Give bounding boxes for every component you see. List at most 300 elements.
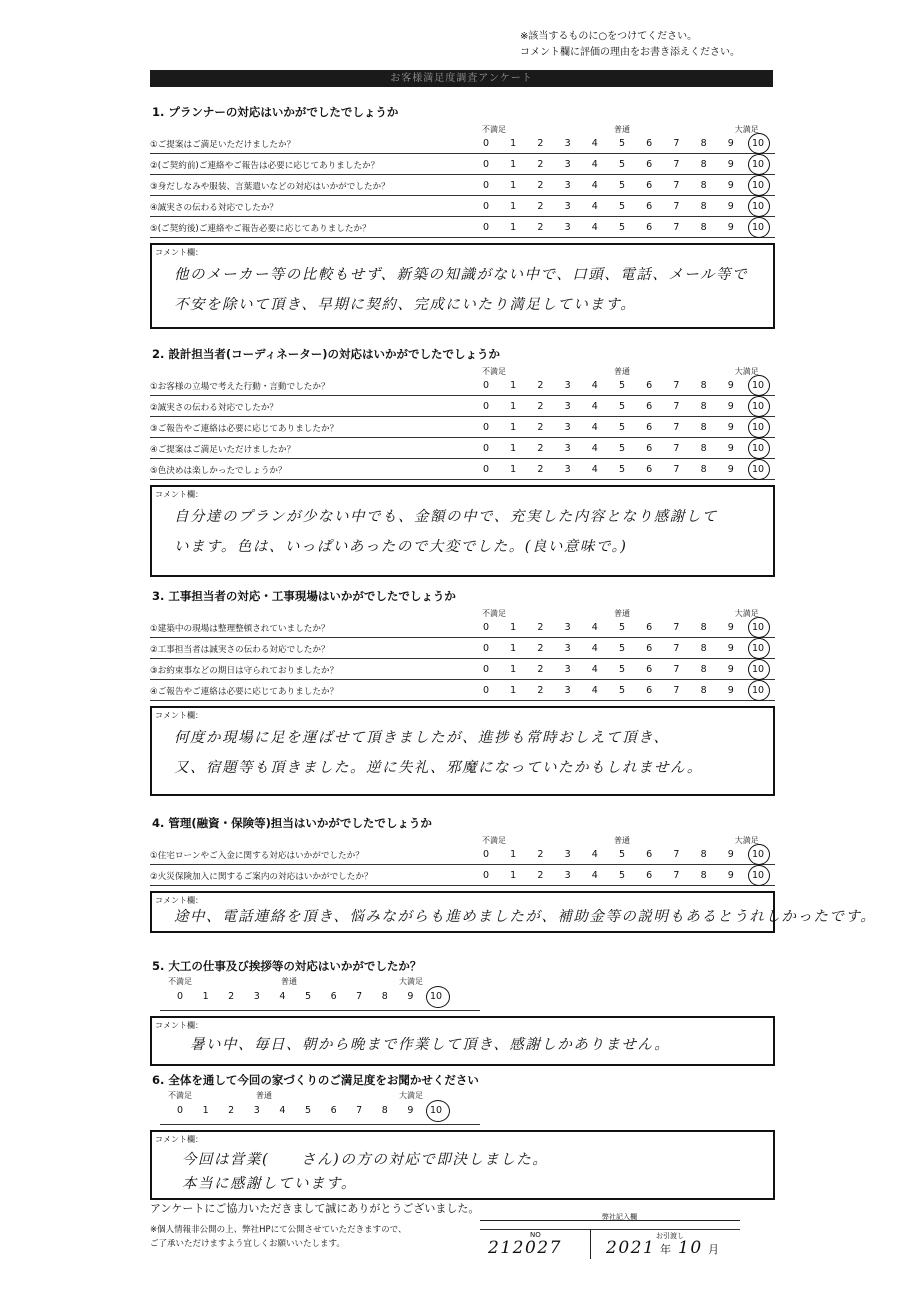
- rating-option-5[interactable]: 5: [618, 685, 626, 696]
- rating-option-8[interactable]: 8: [700, 622, 707, 633]
- rating-option-6[interactable]: 6: [646, 380, 653, 391]
- year-value: 2021: [606, 1238, 656, 1258]
- rating-option-6[interactable]: 6: [646, 685, 653, 696]
- selected-rating-circle: [748, 844, 770, 865]
- section-4-comment-line-1: 途中、電話連絡を頂き、悩みながらも進めましたが、補助金等の説明もあるとうれしかったです。: [174, 909, 877, 925]
- rating-option-5[interactable]: 5: [618, 443, 626, 454]
- rating-option-2[interactable]: 2: [537, 643, 544, 654]
- rating-option-3[interactable]: 3: [253, 1105, 260, 1116]
- rating-option-7[interactable]: 7: [673, 159, 680, 170]
- rating-option-2[interactable]: 2: [537, 401, 544, 412]
- rating-option-2[interactable]: 2: [537, 664, 544, 675]
- rating-option-6[interactable]: 6: [646, 401, 653, 412]
- rating-option-3[interactable]: 3: [564, 380, 571, 391]
- rating-option-9[interactable]: 9: [727, 222, 734, 233]
- rating-option-10[interactable]: 10: [751, 401, 765, 412]
- section-4-comment-box[interactable]: [150, 891, 877, 933]
- question-text: ②誠実さの伝わる対応でしたか？: [150, 403, 279, 413]
- scale-low: 不満足: [482, 125, 506, 134]
- rating-option-9[interactable]: 9: [727, 464, 734, 475]
- rating-option-9[interactable]: 9: [727, 870, 734, 881]
- comment-label: コメント欄：: [155, 1135, 203, 1144]
- rating-option-4[interactable]: 4: [591, 643, 598, 654]
- rating-option-1[interactable]: 1: [510, 849, 517, 860]
- rating-option-9[interactable]: 9: [727, 201, 734, 212]
- question-row: [150, 155, 775, 175]
- section-6-scale: [150, 1102, 480, 1122]
- rating-option-3[interactable]: 3: [564, 685, 571, 696]
- selected-rating-circle: [426, 986, 450, 1008]
- question-row: [150, 618, 775, 638]
- rating-option-1[interactable]: 1: [510, 401, 517, 412]
- rating-option-6[interactable]: 6: [646, 422, 653, 433]
- comment-label: コメント欄：: [155, 490, 203, 499]
- comment-label: コメント欄：: [155, 248, 203, 257]
- rating-option-5[interactable]: 5: [304, 1105, 312, 1116]
- rating-option-9[interactable]: 9: [727, 159, 734, 170]
- rating-option-0[interactable]: 0: [482, 664, 490, 675]
- rating-option-7[interactable]: 7: [673, 622, 680, 633]
- rating-option-2[interactable]: 2: [537, 870, 544, 881]
- rating-option-10[interactable]: 10: [751, 849, 765, 860]
- rating-option-3[interactable]: 3: [564, 664, 571, 675]
- rating-option-9[interactable]: 9: [727, 422, 734, 433]
- rating-option-10[interactable]: 10: [751, 138, 765, 149]
- rating-option-10[interactable]: 10: [751, 443, 765, 454]
- office-use-box: [480, 1213, 740, 1259]
- comment-label: コメント欄：: [155, 896, 203, 905]
- rating-option-2[interactable]: 2: [228, 1105, 235, 1116]
- rating-option-10[interactable]: 10: [429, 1105, 443, 1116]
- scale-mid: 普通: [281, 977, 297, 986]
- rating-option-8[interactable]: 8: [700, 159, 707, 170]
- form-title: お客様満足度調査アンケート: [150, 70, 773, 87]
- section-3-comment-line-2: 又、宿題等も頂きました。逆に失礼、邪魔になっていたかもしれません。: [174, 760, 703, 776]
- privacy-note-1: ※個人情報非公開の上、弊社HPにて公開させていただきますので、: [150, 1225, 407, 1235]
- rating-option-8[interactable]: 8: [700, 401, 707, 412]
- rating-option-9[interactable]: 9: [407, 991, 414, 1002]
- rating-option-5[interactable]: 5: [618, 643, 626, 654]
- privacy-note-2: ご了承いただけますよう宜しくお願いいたします。: [150, 1239, 345, 1249]
- rating-option-8[interactable]: 8: [381, 1105, 388, 1116]
- rating-option-3[interactable]: 3: [564, 870, 571, 881]
- rating-option-5[interactable]: 5: [618, 849, 626, 860]
- rating-option-2[interactable]: 2: [537, 138, 544, 149]
- section-3-comment-line-1: 何度か現場に足を運ばせて頂きましたが、進捗も常時おしえて頂き、: [174, 730, 670, 746]
- section-6-comment-line-1: 今回は営業( さん)の方の対応で即決しました。: [182, 1152, 549, 1168]
- question-row: [150, 460, 775, 480]
- rating-option-5[interactable]: 5: [618, 622, 626, 633]
- rating-option-6[interactable]: 6: [646, 464, 653, 475]
- rating-option-3[interactable]: 3: [564, 622, 571, 633]
- rating-option-7[interactable]: 7: [673, 222, 680, 233]
- rating-option-4[interactable]: 4: [591, 201, 598, 212]
- rating-option-3[interactable]: 3: [564, 180, 571, 191]
- rating-option-2[interactable]: 2: [537, 685, 544, 696]
- rating-option-8[interactable]: 8: [700, 685, 707, 696]
- no-label: NO: [530, 1231, 541, 1239]
- rating-option-8[interactable]: 8: [700, 664, 707, 675]
- rating-option-2[interactable]: 2: [537, 180, 544, 191]
- question-text: ①ご提案はご満足いただけましたか？: [150, 140, 296, 150]
- section-3-comment-box[interactable]: [150, 706, 775, 796]
- rating-option-5[interactable]: 5: [618, 401, 626, 412]
- rating-option-6[interactable]: 6: [646, 622, 653, 633]
- selected-rating-circle: [748, 196, 770, 217]
- rating-option-7[interactable]: 7: [673, 180, 680, 191]
- selected-rating-circle: [748, 375, 770, 396]
- selected-rating-circle: [748, 680, 770, 701]
- scale-low: 不満足: [168, 1091, 192, 1100]
- rating-option-6[interactable]: 6: [646, 180, 653, 191]
- selected-rating-circle: [748, 154, 770, 175]
- question-row: [150, 845, 775, 865]
- rating-option-7[interactable]: 7: [673, 401, 680, 412]
- rating-option-7[interactable]: 7: [673, 380, 680, 391]
- rating-option-8[interactable]: 8: [700, 643, 707, 654]
- divider: [160, 1010, 480, 1011]
- question-text: ②火災保険加入に関するご案内の対応はいかがでしたか？: [150, 872, 373, 882]
- section-1-comment-line-2: 不安を除いて頂き、早期に契約、完成にいたり満足しています。: [174, 297, 637, 313]
- rating-option-4[interactable]: 4: [591, 380, 598, 391]
- rating-option-0[interactable]: 0: [482, 443, 490, 454]
- scale-high: 大満足: [734, 125, 759, 134]
- rating-option-5[interactable]: 5: [618, 159, 626, 170]
- month-value: 10: [678, 1238, 703, 1258]
- rating-option-0[interactable]: 0: [482, 422, 490, 433]
- rating-option-3[interactable]: 3: [564, 643, 571, 654]
- rating-option-5[interactable]: 5: [618, 870, 626, 881]
- section-6-comment-line-2: 本当に感謝しています。: [182, 1176, 357, 1192]
- rating-option-10[interactable]: 10: [751, 222, 765, 233]
- section-5-title: 5. 大工の仕事及び挨拶等の対応はいかがでしたか？: [152, 959, 422, 973]
- question-text: ③身だしなみや服装、言葉遣いなどの対応はいかがでしたか？: [150, 182, 390, 192]
- rating-option-4[interactable]: 4: [591, 180, 598, 191]
- rating-option-9[interactable]: 9: [727, 849, 734, 860]
- rating-option-6[interactable]: 6: [646, 643, 653, 654]
- divider: [590, 1229, 591, 1259]
- rating-option-2[interactable]: 2: [228, 991, 235, 1002]
- scale-low: 不満足: [482, 836, 506, 845]
- question-text: ③ご報告やご連絡は必要に応じてありましたか？: [150, 424, 339, 434]
- question-text: ②工事担当者は誠実さの伝わる対応でしたか？: [150, 645, 330, 655]
- month-unit: 月: [708, 1243, 719, 1256]
- rating-option-0[interactable]: 0: [176, 991, 184, 1002]
- rating-option-7[interactable]: 7: [673, 870, 680, 881]
- rating-option-10[interactable]: 10: [751, 622, 765, 633]
- handover-label: お引渡し: [656, 1232, 684, 1240]
- divider: [480, 1229, 740, 1230]
- rating-option-10[interactable]: 10: [751, 664, 765, 675]
- year-unit: 年: [660, 1243, 671, 1256]
- rating-option-8[interactable]: 8: [700, 443, 707, 454]
- rating-option-3[interactable]: 3: [564, 464, 571, 475]
- section-2-comment-box[interactable]: [150, 485, 775, 577]
- question-text: ①お客様の立場で考えた行動・言動でしたか？: [150, 382, 330, 392]
- rating-option-1[interactable]: 1: [510, 870, 517, 881]
- rating-option-1[interactable]: 1: [510, 180, 517, 191]
- rating-option-5[interactable]: 5: [618, 422, 626, 433]
- rating-option-0[interactable]: 0: [482, 138, 490, 149]
- instruction-circle: ※該当するものに○をつけてください。: [520, 31, 698, 42]
- rating-option-4[interactable]: 4: [591, 401, 598, 412]
- rating-option-3[interactable]: 3: [564, 422, 571, 433]
- rating-option-1[interactable]: 1: [510, 464, 517, 475]
- thanks-text: アンケートにご協力いただきまして誠にありがとうございました。: [150, 1202, 480, 1215]
- rating-option-5[interactable]: 5: [618, 222, 626, 233]
- rating-option-7[interactable]: 7: [673, 138, 680, 149]
- rating-option-3[interactable]: 3: [564, 201, 571, 212]
- rating-option-3[interactable]: 3: [564, 401, 571, 412]
- scale-mid: 普通: [614, 125, 630, 134]
- rating-option-8[interactable]: 8: [700, 422, 707, 433]
- comment-label: コメント欄：: [155, 711, 203, 720]
- section-2-comment-line-2: います。色は、いっぱいあったので大変でした。(良い意味で。): [174, 539, 628, 555]
- rating-option-0[interactable]: 0: [482, 401, 490, 412]
- rating-option-8[interactable]: 8: [700, 870, 707, 881]
- rating-option-7[interactable]: 7: [356, 991, 363, 1002]
- section-6-comment-box[interactable]: [150, 1130, 775, 1200]
- question-row: [150, 134, 775, 154]
- selected-rating-circle: [748, 617, 770, 638]
- rating-option-7[interactable]: 7: [673, 664, 680, 675]
- rating-option-5[interactable]: 5: [618, 180, 626, 191]
- question-text: ②(ご契約前)ご連絡やご報告は必要に応じてありましたか？: [150, 161, 380, 171]
- rating-option-8[interactable]: 8: [700, 222, 707, 233]
- selected-rating-circle: [748, 459, 770, 480]
- rating-option-2[interactable]: 2: [537, 849, 544, 860]
- rating-option-4[interactable]: 4: [591, 422, 598, 433]
- comment-label: コメント欄：: [155, 1021, 203, 1030]
- rating-option-9[interactable]: 9: [727, 643, 734, 654]
- rating-option-1[interactable]: 1: [202, 1105, 209, 1116]
- rating-option-0[interactable]: 0: [176, 1105, 184, 1116]
- rating-option-7[interactable]: 7: [673, 685, 680, 696]
- section-3-title: 3. 工事担当者の対応・工事現場はいかがでしたでしょうか: [152, 589, 456, 603]
- rating-option-5[interactable]: 5: [304, 991, 312, 1002]
- rating-option-5[interactable]: 5: [618, 138, 626, 149]
- rating-option-6[interactable]: 6: [646, 201, 653, 212]
- no-value: 212027: [488, 1238, 562, 1258]
- rating-option-5[interactable]: 5: [618, 464, 626, 475]
- rating-option-7[interactable]: 7: [673, 849, 680, 860]
- rating-option-9[interactable]: 9: [727, 138, 734, 149]
- rating-option-5[interactable]: 5: [618, 664, 626, 675]
- rating-option-4[interactable]: 4: [591, 622, 598, 633]
- question-row: [150, 376, 775, 396]
- rating-option-5[interactable]: 5: [618, 201, 626, 212]
- rating-option-6[interactable]: 6: [646, 849, 653, 860]
- rating-option-4[interactable]: 4: [591, 159, 598, 170]
- selected-rating-circle: [748, 438, 770, 459]
- rating-option-0[interactable]: 0: [482, 870, 490, 881]
- rating-option-10[interactable]: 10: [751, 464, 765, 475]
- rating-option-2[interactable]: 2: [537, 443, 544, 454]
- section-5-comment-box[interactable]: [150, 1016, 775, 1066]
- rating-option-0[interactable]: 0: [482, 201, 490, 212]
- question-row: [150, 197, 775, 217]
- rating-option-6[interactable]: 6: [330, 1105, 337, 1116]
- selected-rating-circle: [748, 175, 770, 196]
- section-4-title: 4. 管理(融資・保険等)担当はいかがでしたでしょうか: [152, 816, 432, 830]
- scale-mid: 普通: [614, 609, 630, 618]
- rating-option-6[interactable]: 6: [646, 138, 653, 149]
- rating-option-1[interactable]: 1: [510, 138, 517, 149]
- rating-option-3[interactable]: 3: [564, 849, 571, 860]
- rating-option-1[interactable]: 1: [510, 159, 517, 170]
- scale-low: 不満足: [482, 609, 506, 618]
- rating-option-1[interactable]: 1: [510, 643, 517, 654]
- question-row: [150, 866, 775, 886]
- question-row: [150, 176, 775, 196]
- rating-option-7[interactable]: 7: [673, 201, 680, 212]
- rating-option-8[interactable]: 8: [700, 138, 707, 149]
- rating-option-10[interactable]: 10: [751, 643, 765, 654]
- rating-option-9[interactable]: 9: [727, 443, 734, 454]
- rating-option-1[interactable]: 1: [510, 380, 517, 391]
- rating-option-1[interactable]: 1: [510, 422, 517, 433]
- rating-option-6[interactable]: 6: [646, 159, 653, 170]
- selected-rating-circle: [748, 217, 770, 238]
- rating-option-9[interactable]: 9: [727, 380, 734, 391]
- rating-option-7[interactable]: 7: [673, 643, 680, 654]
- divider: [160, 1124, 480, 1125]
- rating-option-10[interactable]: 10: [751, 201, 765, 212]
- rating-option-10[interactable]: 10: [751, 380, 765, 391]
- rating-option-3[interactable]: 3: [564, 222, 571, 233]
- rating-option-1[interactable]: 1: [510, 443, 517, 454]
- rating-option-2[interactable]: 2: [537, 422, 544, 433]
- scale-high: 大満足: [734, 836, 759, 845]
- section-1-comment-line-1: 他のメーカー等の比較もせず、新築の知識がない中で、口頭、電話、メール等で: [174, 267, 748, 283]
- rating-option-8[interactable]: 8: [700, 849, 707, 860]
- rating-option-1[interactable]: 1: [202, 991, 209, 1002]
- rating-option-0[interactable]: 0: [482, 380, 490, 391]
- rating-option-1[interactable]: 1: [510, 201, 517, 212]
- scale-mid: 普通: [614, 367, 630, 376]
- section-1-title: 1. プランナーの対応はいかがでしたでしょうか: [152, 105, 399, 119]
- rating-option-10[interactable]: 10: [751, 870, 765, 881]
- question-text: ①住宅ローンやご入金に関する対応はいかがでしたか？: [150, 851, 364, 861]
- question-text: ①建築中の現場は整理整頓されていましたか？: [150, 624, 330, 634]
- rating-option-2[interactable]: 2: [537, 222, 544, 233]
- rating-option-0[interactable]: 0: [482, 222, 490, 233]
- rating-option-3[interactable]: 3: [564, 159, 571, 170]
- section-5-comment-line: 暑い中、毎日、朝から晩まで作業して頂き、感謝しかありません。: [190, 1037, 671, 1053]
- question-row: [150, 439, 775, 459]
- question-text: ④ご提案はご満足いただけましたか？: [150, 445, 296, 455]
- section-1-comment-box[interactable]: [150, 243, 775, 329]
- rating-option-4[interactable]: 4: [591, 870, 598, 881]
- rating-option-4[interactable]: 4: [591, 664, 598, 675]
- rating-option-0[interactable]: 0: [482, 464, 490, 475]
- rating-option-8[interactable]: 8: [700, 180, 707, 191]
- rating-option-8[interactable]: 8: [381, 991, 388, 1002]
- rating-option-9[interactable]: 9: [727, 664, 734, 675]
- rating-option-1[interactable]: 1: [510, 222, 517, 233]
- rating-option-9[interactable]: 9: [407, 1105, 414, 1116]
- rating-option-10[interactable]: 10: [751, 180, 765, 191]
- rating-option-7[interactable]: 7: [356, 1105, 363, 1116]
- rating-option-7[interactable]: 7: [673, 443, 680, 454]
- rating-option-2[interactable]: 2: [537, 159, 544, 170]
- rating-option-9[interactable]: 9: [727, 180, 734, 191]
- rating-option-3[interactable]: 3: [564, 138, 571, 149]
- scale-low: 不満足: [482, 367, 506, 376]
- rating-option-10[interactable]: 10: [751, 422, 765, 433]
- rating-option-2[interactable]: 2: [537, 464, 544, 475]
- rating-option-10[interactable]: 10: [751, 159, 765, 170]
- rating-option-0[interactable]: 0: [482, 180, 490, 191]
- rating-option-0[interactable]: 0: [482, 622, 490, 633]
- rating-option-10[interactable]: 10: [429, 991, 443, 1002]
- question-row: [150, 639, 775, 659]
- rating-option-1[interactable]: 1: [510, 622, 517, 633]
- rating-option-4[interactable]: 4: [591, 138, 598, 149]
- rating-option-4[interactable]: 4: [591, 443, 598, 454]
- rating-option-6[interactable]: 6: [330, 991, 337, 1002]
- question-text: ⑤(ご契約後)ご連絡やご報告必要に応じてありましたか？: [150, 224, 371, 234]
- question-row: [150, 218, 775, 238]
- rating-option-0[interactable]: 0: [482, 849, 490, 860]
- rating-option-6[interactable]: 6: [646, 664, 653, 675]
- instruction-comment: コメント欄に評価の理由をお書き添えください。: [520, 47, 740, 58]
- rating-option-4[interactable]: 4: [591, 222, 598, 233]
- rating-option-7[interactable]: 7: [673, 464, 680, 475]
- selected-rating-circle: [426, 1100, 450, 1122]
- rating-option-0[interactable]: 0: [482, 159, 490, 170]
- scale-low: 不満足: [168, 977, 192, 986]
- selected-rating-circle: [748, 865, 770, 886]
- rating-option-4[interactable]: 4: [279, 991, 286, 1002]
- rating-option-2[interactable]: 2: [537, 622, 544, 633]
- rating-option-2[interactable]: 2: [537, 201, 544, 212]
- rating-option-6[interactable]: 6: [646, 443, 653, 454]
- rating-option-8[interactable]: 8: [700, 464, 707, 475]
- rating-option-8[interactable]: 8: [700, 380, 707, 391]
- rating-option-5[interactable]: 5: [618, 380, 626, 391]
- selected-rating-circle: [748, 133, 770, 154]
- rating-option-8[interactable]: 8: [700, 201, 707, 212]
- section-2-title: 2. 設計担当者(コーディネーター)の対応はいかがでしたでしょうか: [152, 347, 500, 361]
- rating-option-10[interactable]: 10: [751, 685, 765, 696]
- rating-option-1[interactable]: 1: [510, 685, 517, 696]
- rating-option-0[interactable]: 0: [482, 685, 490, 696]
- rating-option-3[interactable]: 3: [253, 991, 260, 1002]
- section-5-scale: [150, 988, 480, 1008]
- rating-option-6[interactable]: 6: [646, 870, 653, 881]
- rating-option-4[interactable]: 4: [279, 1105, 286, 1116]
- scale-high: 大満足: [399, 977, 423, 986]
- rating-option-7[interactable]: 7: [673, 422, 680, 433]
- section-2-comment-line-1: 自分達のプランが少ない中でも、金額の中で、充実した内容となり感謝して: [174, 509, 718, 525]
- rating-option-9[interactable]: 9: [727, 622, 734, 633]
- rating-option-6[interactable]: 6: [646, 222, 653, 233]
- rating-option-9[interactable]: 9: [727, 685, 734, 696]
- office-use-label: 弊社記入欄: [602, 1213, 637, 1221]
- rating-option-0[interactable]: 0: [482, 643, 490, 654]
- question-text: ④誠実さの伝わる対応でしたか？: [150, 203, 279, 213]
- question-text: ⑤色決めは楽しかったでしょうか？: [150, 466, 287, 476]
- rating-option-9[interactable]: 9: [727, 401, 734, 412]
- rating-option-2[interactable]: 2: [537, 380, 544, 391]
- rating-option-4[interactable]: 4: [591, 464, 598, 475]
- rating-option-3[interactable]: 3: [564, 443, 571, 454]
- rating-option-4[interactable]: 4: [591, 849, 598, 860]
- scale-mid: 普通: [256, 1091, 272, 1100]
- rating-option-4[interactable]: 4: [591, 685, 598, 696]
- rating-option-1[interactable]: 1: [510, 664, 517, 675]
